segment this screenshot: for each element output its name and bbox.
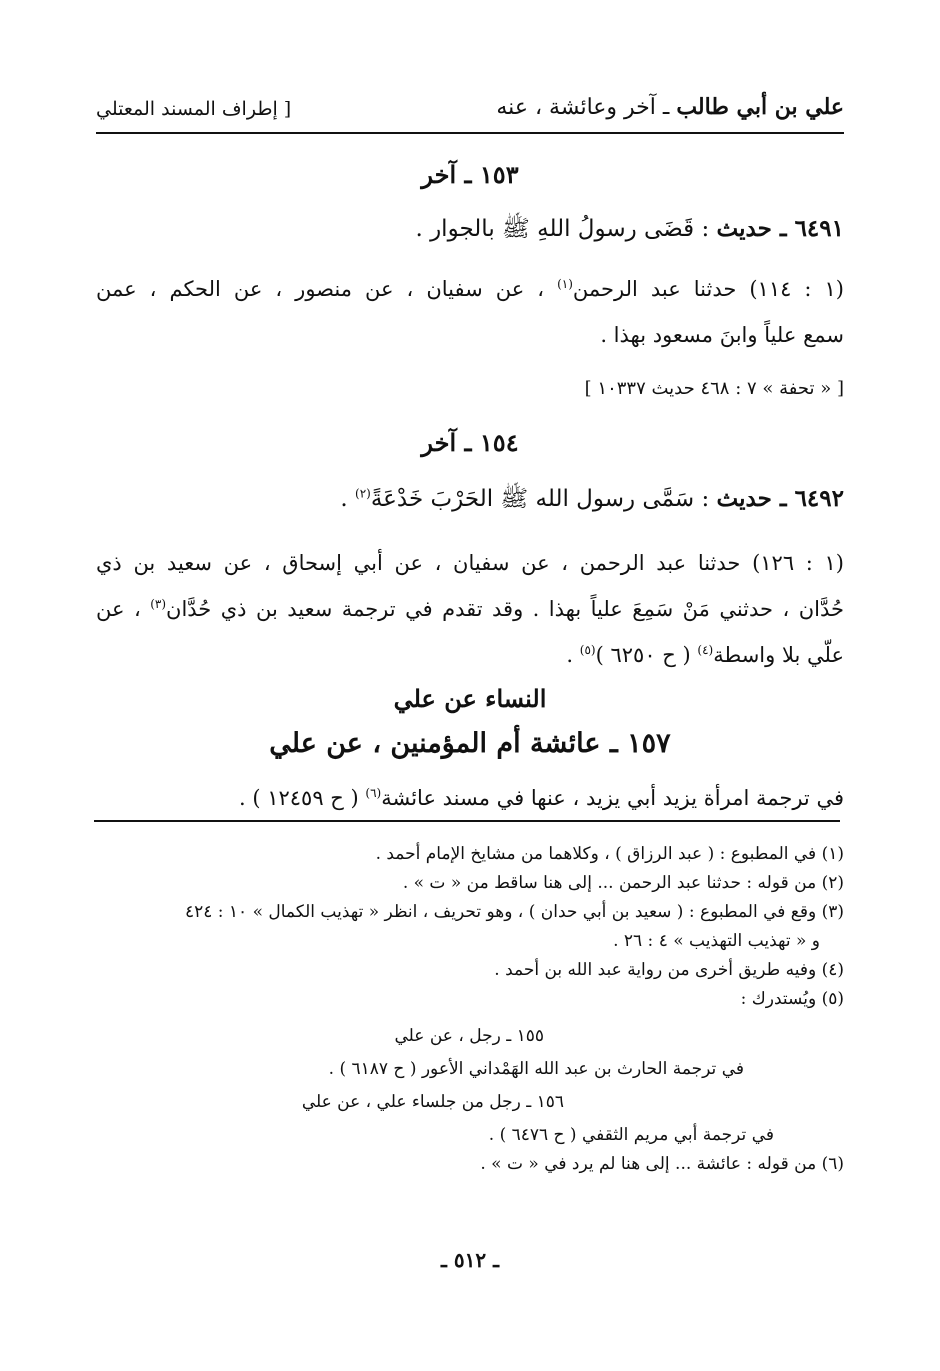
footnote-2: (٢) من قوله : حدثنا عبد الرحمن ... إلى هنا ساقط من « ت » .	[402, 873, 844, 893]
chain-text-b: ، عن سفيان ، عن منصور ، عن الحكم ، عمن	[96, 277, 545, 301]
footnote-3-cont: و « تهذيب التهذيب » ٤ : ٢٦ .	[613, 931, 820, 951]
footnote-1: (١) في المطبوع : ( عبد الرزاق ) ، وكلاهما من مشايخ الإمام أحمد .	[375, 844, 844, 864]
header-rule	[96, 132, 844, 134]
chain2-line-1: (١ : ١٢٦) حدثنا عبد الرحمن ، عن سفيان ، عن أبي إسحاق ، عن سعيد بن ذي	[96, 551, 844, 575]
section-153-heading: ١٥٣ ـ آخر	[421, 160, 519, 189]
footnote-separator	[94, 820, 840, 822]
footnote-5-item-156-ref: في ترجمة أبي مريم الثقفي ( ح ٦٤٧٦ ) .	[488, 1125, 774, 1145]
running-header-subtitle: ـ آخر وعائشة ، عنه	[496, 95, 677, 120]
footnote-mark-3: (٣)	[150, 597, 167, 611]
section-157-heading: ١٥٧ ـ عائشة أم المؤمنين ، عن علي	[269, 728, 671, 759]
chain2-line-3	[96, 632, 844, 678]
footnote-5: (٥) ويُستدرك :	[740, 989, 844, 1009]
chain-line-2: سمع علياً وابنَ مسعود بهذا .	[600, 323, 844, 347]
hadith-6492-number: ٦٤٩٢ ـ حديث	[716, 485, 844, 512]
chain2-line-2	[96, 586, 844, 632]
section-157-text	[239, 786, 844, 810]
running-header-name: علي بن أبي طالب	[676, 94, 844, 120]
hadith-6492-end: .	[340, 486, 356, 512]
footnote-mark-2: (٢)	[355, 486, 371, 501]
hadith-6492-chain	[96, 540, 844, 678]
running-header-title	[496, 94, 844, 120]
footnote-4: (٤) وفيه طريق أخرى من رواية عبد الله بن أحمد .	[494, 960, 844, 980]
footnote-mark-6: (٦)	[365, 786, 382, 800]
chain2-text-c: علّي بلا واسطة	[713, 643, 844, 667]
running-header-book: [ إطراف المسند المعتلي	[96, 98, 292, 120]
hadith-6492	[340, 484, 844, 518]
page-number: ـ ٥١٢ ـ	[441, 1248, 499, 1272]
chain-line-1	[96, 266, 844, 312]
hadith-6491-number: ٦٤٩١ ـ حديث	[716, 215, 844, 242]
footnote-3: (٣) وقع في المطبوع : ( سعيد بن أبي حدان ) ، وهو تحريف ، انظر « تهذيب الكمال » ١٠ : ٤٢٤	[184, 902, 844, 922]
footnotes	[96, 840, 844, 1179]
chain2-text-a: حُدَّان ، حدثني مَنْ سَمِعَ علياً بهذا . وقد تقدم في ترجمة سعيد بن ذي حُدَّان	[166, 597, 844, 621]
chain2-text-d: ( ح ٦٢٥٠ )	[595, 643, 698, 667]
footnote-mark-4: (٤)	[697, 643, 714, 657]
hadith-6491	[415, 214, 844, 248]
footnote-6: (٦) من قوله : عائشة ... إلى هنا لم يرد في « ت » .	[480, 1154, 844, 1174]
tuhfa-reference: [ « تحفة » ٧ : ٤٦٨ حديث ١٠٣٣٧ ]	[584, 378, 844, 399]
section-157-ref: ( ح ١٢٤٥٩ ) .	[238, 786, 366, 810]
chain2-text-e: .	[566, 643, 580, 667]
footnote-5-item-155: ١٥٥ ـ رجل ، عن علي	[394, 1026, 544, 1046]
hadith-6491-chain	[96, 266, 844, 358]
footnote-mark-1: (١)	[557, 277, 573, 291]
hadith-6491-text: : قَضَى رسولُ اللهِ ﷺ بالجوار .	[415, 216, 717, 242]
chain2-text-b: ، عن	[96, 597, 141, 621]
hadith-6492-text: : سَمَّى رسول الله ﷺ الحَرْبَ خَدْعَةً	[370, 486, 717, 512]
section-154-heading: ١٥٤ ـ آخر	[421, 428, 519, 457]
footnote-5-item-156: ١٥٦ ـ رجل من جلساء علي ، عن علي	[301, 1092, 564, 1112]
section-157-body: في ترجمة امرأة يزيد أبي يزيد ، عنها في مسند عائشة	[381, 786, 844, 810]
chain-text-a: (١ : ١١٤) حدثنا عبد الرحمن	[572, 277, 844, 301]
footnote-5-item-155-ref: في ترجمة الحارث بن عبد الله الهَمْداني الأعور ( ح ٦١٨٧ ) .	[328, 1059, 744, 1079]
footnote-mark-5: (٥)	[579, 643, 596, 657]
women-heading: النساء عن علي	[393, 684, 547, 713]
